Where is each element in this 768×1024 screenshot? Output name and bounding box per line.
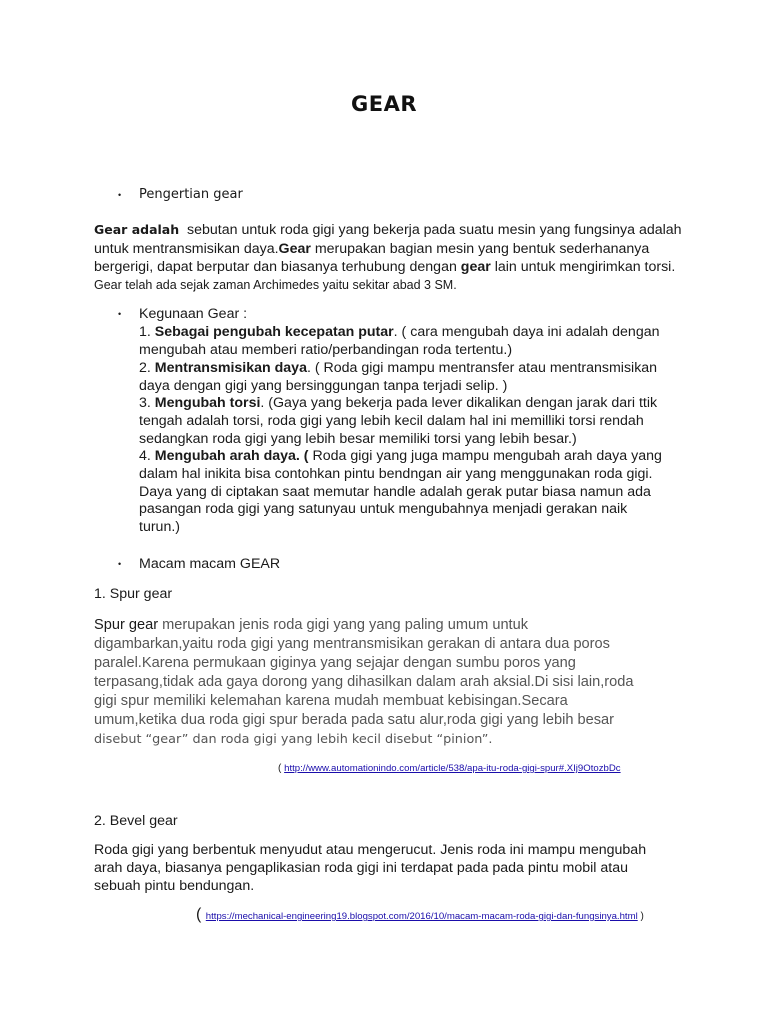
list-item-line: sedangkan roda gigi yang lebih besar memiliki torsi yang lebih besar.) — [139, 431, 577, 447]
paragraph-line: terpasang,tidak ada gaya dorong yang dihasilkan dalam arah aksial.Di sisi lain,roda — [94, 674, 634, 690]
paragraph-line: Gear telah ada sejak zaman Archimedes yaitu sekitar abad 3 SM. — [94, 278, 457, 292]
paragraph-line — [94, 240, 649, 258]
text: 2. — [139, 360, 155, 376]
paragraph-line: digambarkan,yaitu roda gigi yang mentransmisikan gerakan di antara dua poros — [94, 636, 610, 652]
paragraph-line: paralel.Karena permukaan giginya yang sejajar dengan sumbu poros yang — [94, 655, 576, 671]
text: 1. — [139, 324, 155, 340]
list-item — [139, 359, 657, 377]
text: 4. — [139, 448, 155, 464]
bold-term: Mentransmisikan daya — [154, 360, 307, 376]
paragraph-line — [94, 258, 675, 276]
text: 3. — [139, 395, 155, 411]
bullet-icon: • — [118, 190, 122, 200]
reference-link[interactable]: http://www.automationindo.com/article/538/apa-itu-roda-gigi-spur#.XIj9OtozbDc — [284, 763, 621, 774]
list-item — [139, 394, 657, 412]
paragraph-line — [94, 616, 528, 634]
bullet-icon: • — [118, 309, 122, 319]
paragraph-line: gigi spur memiliki kelemahan karena mudah membuat kebisingan.Secara — [94, 693, 568, 709]
list-item-line: mengubah atau memberi ratio/perbandingan roda tertentu.) — [139, 342, 513, 358]
bold-term: Mengubah arah daya. ( — [154, 448, 309, 464]
page-title: GEAR — [350, 92, 417, 116]
bold-term: gear — [460, 259, 491, 275]
section-heading-macam: Macam macam GEAR — [139, 556, 281, 572]
text: Roda gigi yang juga mampu mengubah arah daya yang — [308, 448, 662, 464]
bold-term: Gear — [278, 241, 311, 257]
reference-line — [278, 760, 621, 778]
list-item-line: tengah adalah torsi, roda gigi yang lebih kecil dalam hal ini memilliki torsi rendah — [139, 413, 644, 429]
text: sebutan untuk roda gigi yang bekerja pada suatu mesin yang fungsinya adalah — [187, 222, 682, 238]
paren: ( — [196, 906, 206, 923]
text: merupakan bagian mesin yang bentuk sederhananya — [310, 241, 650, 257]
section-heading-pengertian: Pengertian gear — [139, 187, 243, 202]
paren: ( — [278, 763, 285, 774]
text: untuk mentransmisikan daya. — [94, 241, 279, 257]
paragraph-line: sebuah pintu bendungan. — [94, 878, 255, 894]
paren: ) — [637, 911, 644, 922]
text: . ( Roda gigi mampu mentransfer atau mentransmisikan — [306, 360, 658, 376]
subheading-spur-gear: 1. Spur gear — [94, 586, 173, 602]
reference-line — [196, 906, 644, 926]
reference-link[interactable]: https://mechanical-engineering19.blogspot.com/2016/10/macam-macam-roda-gigi-dan-fungsinya.html — [205, 911, 638, 922]
bold-term: Mengubah torsi — [154, 395, 261, 411]
lead-term: Gear adalah — [94, 222, 180, 237]
list-item-line: turun.) — [139, 519, 181, 535]
text: bergerigi, dapat berputar dan biasanya terhubung dengan — [94, 259, 461, 275]
list-item-line: Daya yang di ciptakan saat memutar handle adalah gerak putar biasa namun ada — [139, 484, 651, 500]
text: . (Gaya yang bekerja pada lever dikalikan dengan jarak dari ttik — [260, 395, 658, 411]
paragraph-line — [94, 221, 682, 239]
section-heading-kegunaan: Kegunaan Gear : — [139, 306, 248, 322]
bullet-icon: • — [118, 559, 122, 569]
subheading-bevel-gear: 2. Bevel gear — [94, 813, 178, 829]
paragraph-line: arah daya, biasanya pengaplikasian roda gigi ini terdapat pada pada pintu mobil atau — [94, 860, 628, 876]
text: lain untuk mengirimkan torsi. — [490, 259, 676, 275]
text: merupakan jenis roda gigi yang yang paling umum untuk — [158, 617, 529, 633]
list-item — [139, 323, 660, 341]
paragraph-line: Roda gigi yang berbentuk menyudut atau mengerucut. Jenis roda ini mampu mengubah — [94, 842, 647, 858]
paragraph-line: umum,ketika dua roda gigi spur berada pada satu alur,roda gigi yang lebih besar — [94, 712, 615, 728]
list-item-line: pasangan roda gigi yang satunyau untuk mengubahnya menjadi gerakan naik — [139, 501, 628, 517]
list-item — [139, 447, 662, 465]
paragraph-line: disebut “gear” dan roda gigi yang lebih kecil disebut “pinion”. — [94, 732, 493, 747]
bold-term: Sebagai pengubah kecepatan putar — [154, 324, 394, 340]
list-item-line: daya dengan gigi yang bersinggungan tanpa terjadi selip. ) — [139, 378, 508, 394]
text: Spur gear — [94, 617, 159, 633]
list-item-line: dalam hal inikita bisa contohkan pintu bendngan air yang menggunakan roda gigi. — [139, 466, 653, 482]
text: . ( cara mengubah daya ini adalah dengan — [393, 324, 660, 340]
